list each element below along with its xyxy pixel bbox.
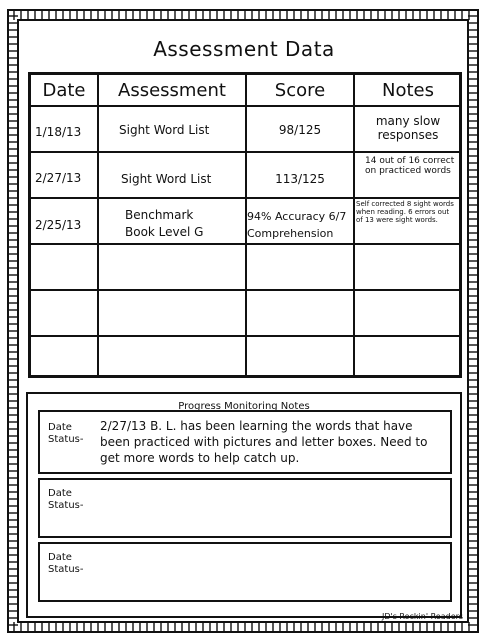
- date-label: Date: [48, 488, 72, 499]
- progress-note-box: [38, 542, 452, 602]
- progress-note-box: [38, 478, 452, 538]
- status-label: Status-: [48, 564, 84, 575]
- row3-notes: Self corrected 8 sight words when reading. 6 errors out of 13 were sight words.: [356, 200, 454, 224]
- row1-date: 1/18/13: [35, 125, 82, 139]
- row3-date: 2/25/13: [35, 218, 82, 232]
- header-date: Date: [42, 81, 86, 101]
- header-assessment: Assessment: [118, 81, 226, 101]
- row3-score: 94% Accuracy 6/7 Comprehension: [247, 210, 347, 240]
- header-score: Score: [274, 81, 326, 101]
- date-label: Date: [48, 422, 72, 433]
- col-divider: [353, 75, 355, 375]
- progress-note-text: 2/27/13 B. L. has been learning the words that have been practiced with pictures and letter boxes. Need to get more words to help catch up.: [100, 419, 428, 465]
- row1-assessment: Sight Word List: [119, 123, 210, 137]
- row3-assessment: Benchmark Book Level G: [125, 208, 204, 239]
- row2-score: 113/125: [275, 172, 325, 186]
- row2-notes: 14 out of 16 correct on practiced words: [365, 156, 455, 176]
- row1-score: 98/125: [278, 123, 322, 137]
- status-label: Status-: [48, 434, 84, 445]
- progress-note-box: [38, 410, 452, 474]
- col-divider: [97, 75, 99, 375]
- date-label: Date: [48, 552, 72, 563]
- credit-text: JD's Rockin' Readers: [382, 612, 464, 621]
- row2-assessment: Sight Word List: [121, 172, 212, 186]
- assessment-table: [28, 72, 462, 378]
- row1-notes: many slow responses: [375, 114, 441, 142]
- progress-monitoring-title: Progress Monitoring Notes: [178, 401, 310, 412]
- row2-date: 2/27/13: [35, 171, 82, 185]
- page-title: Assessment Data: [153, 37, 335, 61]
- status-label: Status-: [48, 500, 84, 511]
- header-notes: Notes: [382, 81, 434, 101]
